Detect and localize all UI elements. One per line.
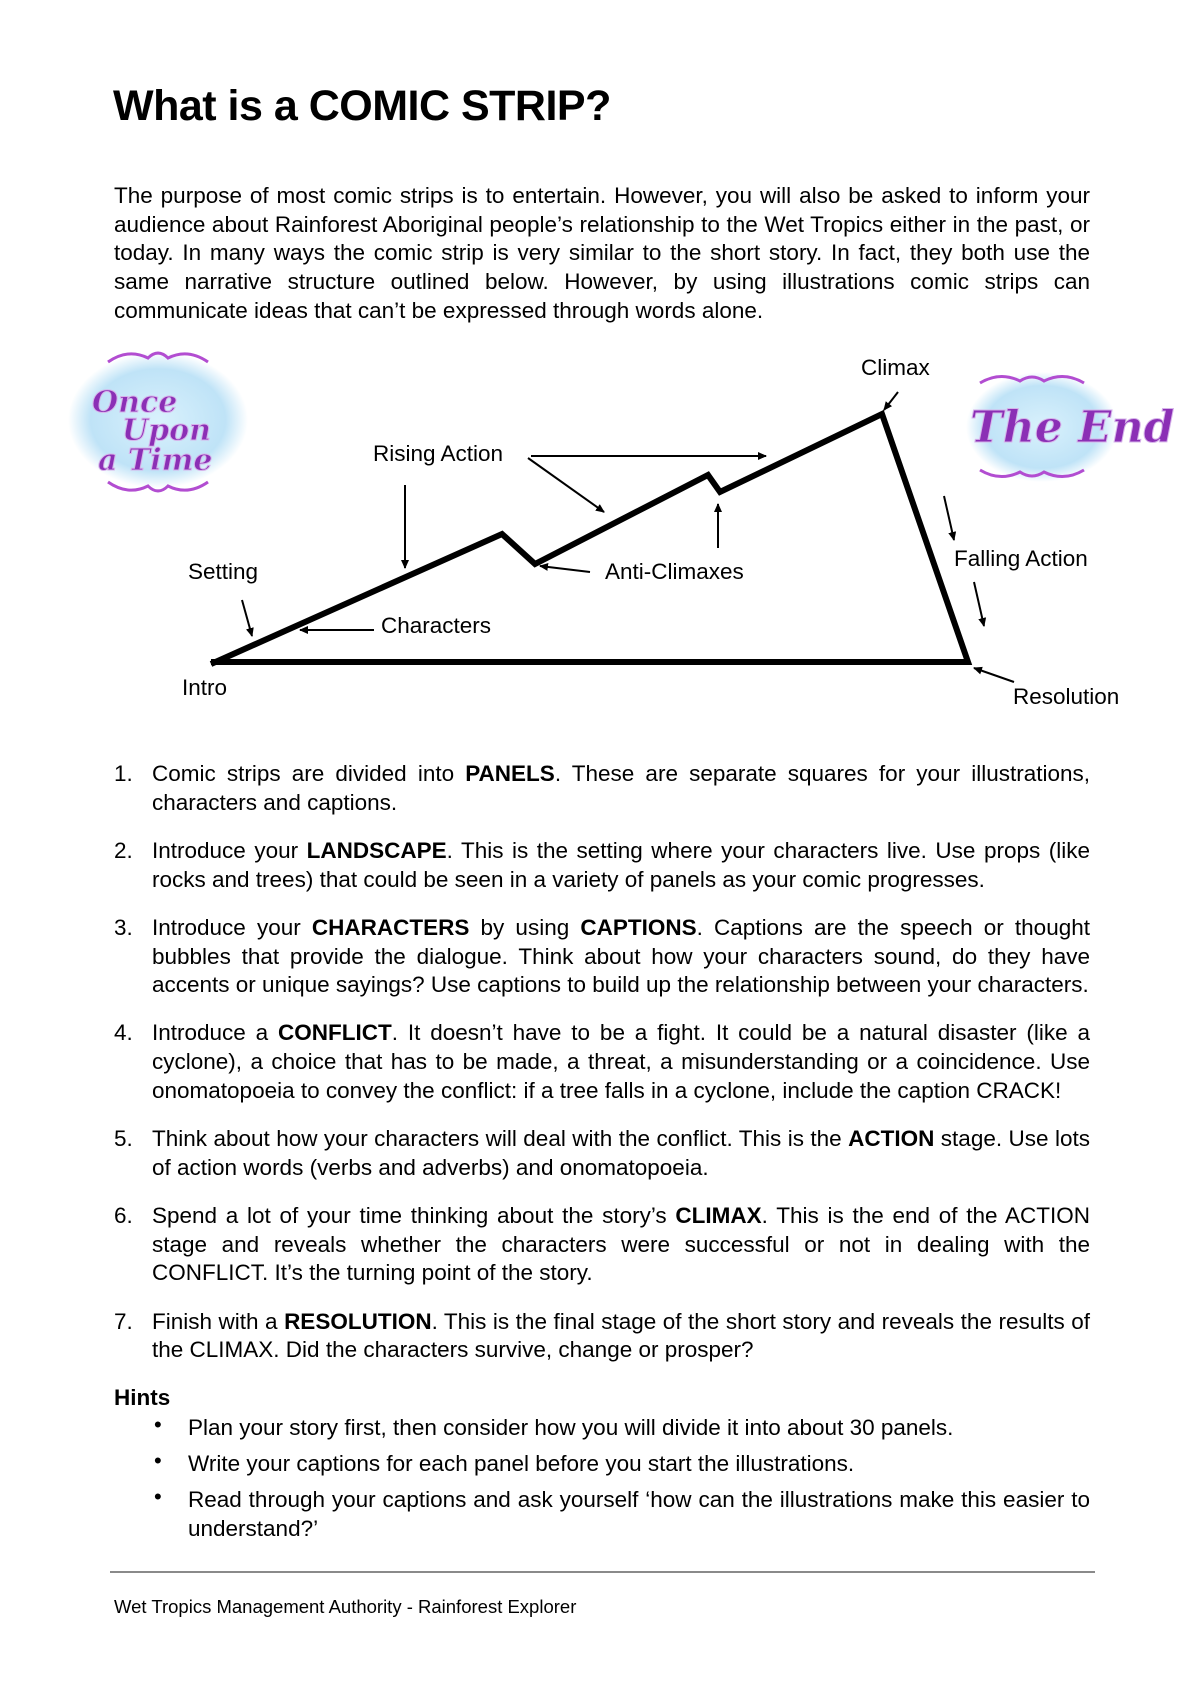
logo-text-once: Once xyxy=(92,385,178,420)
once-upon-a-time-logo xyxy=(68,352,248,491)
label-rising-action: Rising Action xyxy=(373,441,504,466)
label-anti-climaxes: Anti-Climaxes xyxy=(605,559,744,584)
list-item: 3. Introduce your CHARACTERS by using CAPTIONS. Captions are the speech or thought bubbles that provide the dialogue. Think about how your characters sound, do they have accents or unique sayings? Use captions to build up the relationship between your characters. xyxy=(114,914,1090,998)
bullet-icon: • xyxy=(154,1412,162,1437)
narrative-structure-diagram xyxy=(0,340,1200,730)
logo-text-a-time: a Time xyxy=(98,443,213,478)
page-title: What is a COMIC STRIP? xyxy=(113,82,611,130)
plot-line xyxy=(211,414,968,664)
hints-list xyxy=(114,1414,1090,1551)
steps-list xyxy=(114,760,1090,1384)
the-end-logo xyxy=(966,372,1174,482)
hints-heading: Hints xyxy=(114,1385,171,1410)
list-item: • Write your captions for each panel before you start the illustrations. xyxy=(154,1448,855,1477)
logo-text-the-end: The End xyxy=(970,402,1175,453)
diagram-arrows xyxy=(242,392,1014,682)
list-item: 4. Introduce a CONFLICT. It doesn’t have to be a fight. It could be a natural disaster (like a cyclone), a choice that has to be made, a threat, a misunderstanding or a coincidence. Use onomatopoeia to convey the conflict: if a tree falls in a cyclone, include the caption CRACK! xyxy=(114,1020,1090,1103)
label-resolution: Resolution xyxy=(1013,684,1120,709)
list-item: 1. Comic strips are divided into PANELS. These are separate squares for your illustrations, characters and captions. xyxy=(114,761,1090,815)
footer-divider xyxy=(110,1571,1095,1573)
logo-text-upon: Upon xyxy=(122,413,211,448)
label-intro: Intro xyxy=(182,675,228,700)
list-item: • Plan your story first, then consider how you will divide it into about 30 panels. xyxy=(154,1412,954,1440)
list-item: • Read through your captions and ask yourself ‘how can the illustrations make this easier to understand?’ xyxy=(154,1484,1090,1542)
label-setting: Setting xyxy=(188,559,259,584)
list-item: 5. Think about how your characters will deal with the conflict. This is the ACTION stage. Use lots of action words (verbs and adverbs) and onomatopoeia. xyxy=(114,1126,1090,1180)
bullet-icon: • xyxy=(154,1484,162,1510)
label-characters: Characters xyxy=(381,613,492,638)
label-climax: Climax xyxy=(861,355,930,380)
list-item: 6. Spend a lot of your time thinking about the story’s CLIMAX. This is the end of the ACTION stage and reveals whether the characters were successful or not in dealing with the CONFLICT. It’s the turning point of the story. xyxy=(114,1202,1090,1286)
footer-text: Wet Tropics Management Authority - Rainforest Explorer xyxy=(114,1596,577,1617)
label-falling-action: Falling Action xyxy=(954,546,1088,571)
list-item: 7. Finish with a RESOLUTION. This is the final stage of the short story and reveals the results of the CLIMAX. Did the characters survive, change or prosper? xyxy=(114,1308,1090,1363)
list-item: 2. Introduce your LANDSCAPE. This is the setting where your characters live. Use props (like rocks and trees) that could be seen in a variety of panels as your comic progresses. xyxy=(114,837,1090,892)
intro-paragraph: The purpose of most comic strips is to entertain. However, you will also be asked to inform your audience about Rainforest Aboriginal people’s relationship to the Wet Tropics either in the past, or today. In many ways the comic strip is very similar to the short story. In fact, they both use the same narrative structure outlined below. However, by using illustrations comic strips can communicate ideas that can’t be expressed through words alone. xyxy=(114,183,1090,323)
bullet-icon: • xyxy=(154,1448,162,1474)
